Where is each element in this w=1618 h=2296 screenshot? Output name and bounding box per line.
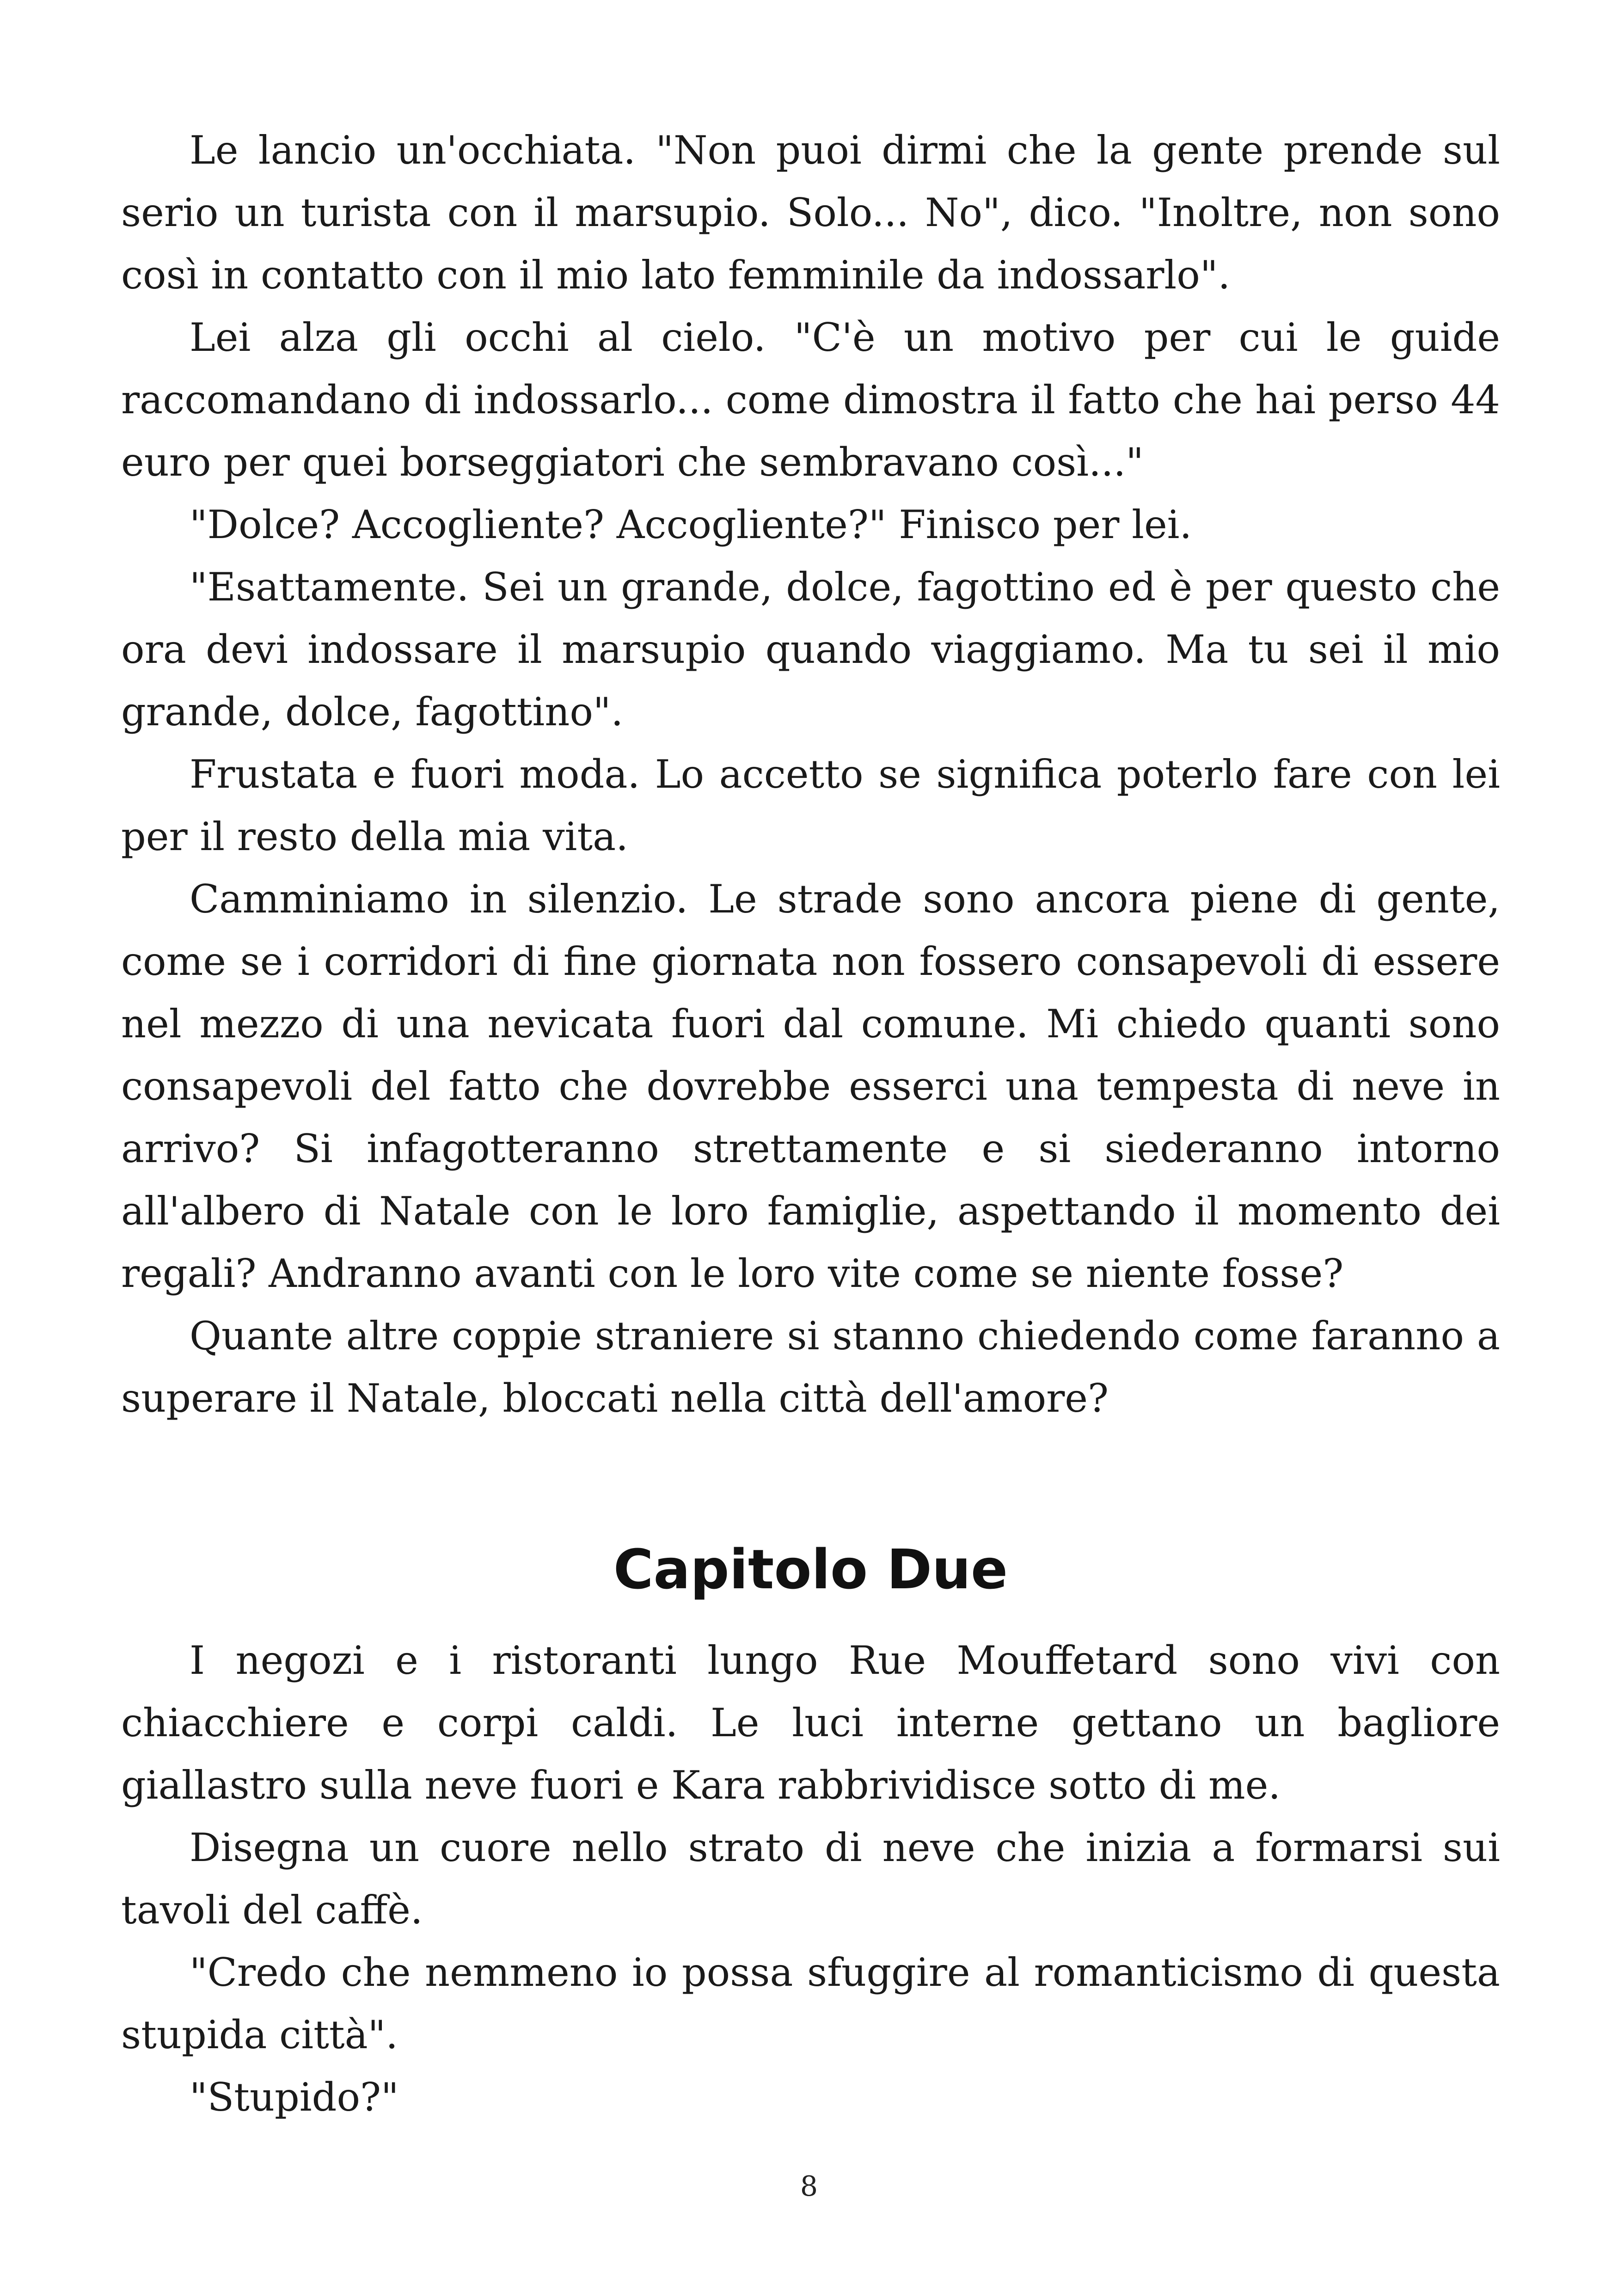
body-text-before-chapter — [121, 119, 1500, 1430]
paragraph: "Credo che nemmeno io possa sfuggire al romanticismo di questa stupida città". — [121, 1950, 1500, 2057]
page-number: 8 — [800, 2170, 818, 2203]
paragraph: "Esattamente. Sei un grande, dolce, fagottino ed è per questo che ora devi indossare il marsupio quando viaggiamo. Ma tu sei il mio grande, dolce, fagottino". — [121, 564, 1500, 735]
paragraph: Lei alza gli occhi al cielo. "C'è un motivo per cui le guide raccomandano di indossarlo... come dimostra il fatto che hai perso 44 euro per quei borseggiatori che sembravano così..." — [121, 315, 1500, 485]
paragraph: "Dolce? Accogliente? Accogliente?" Finisco per lei. — [190, 502, 1192, 547]
chapter-title: Capitolo Due — [613, 1537, 1008, 1601]
paragraph: Le lancio un'occhiata. "Non puoi dirmi che la gente prende sul serio un turista con il marsupio. Solo... No", dico. "Inoltre, non sono così in contatto con il mio lato femminile da indossarlo". — [121, 128, 1500, 298]
paragraph: Quante altre coppie straniere si stanno chiedendo come faranno a superare il Natale, bloccati nella città dell'amore? — [121, 1313, 1500, 1421]
paragraph: I negozi e i ristoranti lungo Rue Mouffetard sono vivi con chiacchiere e corpi caldi. Le luci interne gettano un bagliore giallastro sulla neve fuori e Kara rabbrividisce sotto di me. — [121, 1638, 1500, 1808]
paragraph: Frustata e fuori moda. Lo accetto se significa poterlo fare con lei per il resto della mia vita. — [121, 752, 1500, 859]
paragraph: Camminiamo in silenzio. Le strade sono ancora piene di gente, come se i corridori di fine giornata non fossero consapevoli di essere nel mezzo di una nevicata fuori dal comune. Mi chiedo quanti sono consapevoli del fatto che dovrebbe esserci una tempesta di neve in arrivo? Si infagotteranno strettamente e si siederanno intorno all'albero di Natale con le loro famiglie, aspettando il momento dei regali? Andranno avanti con le loro vite come se niente fosse? — [121, 876, 1500, 1296]
paragraph: Disegna un cuore nello strato di neve che inizia a formarsi sui tavoli del caffè. — [121, 1825, 1500, 1933]
body-text-after-chapter — [121, 1629, 1500, 2129]
paragraph: "Stupido?" — [190, 2075, 399, 2120]
